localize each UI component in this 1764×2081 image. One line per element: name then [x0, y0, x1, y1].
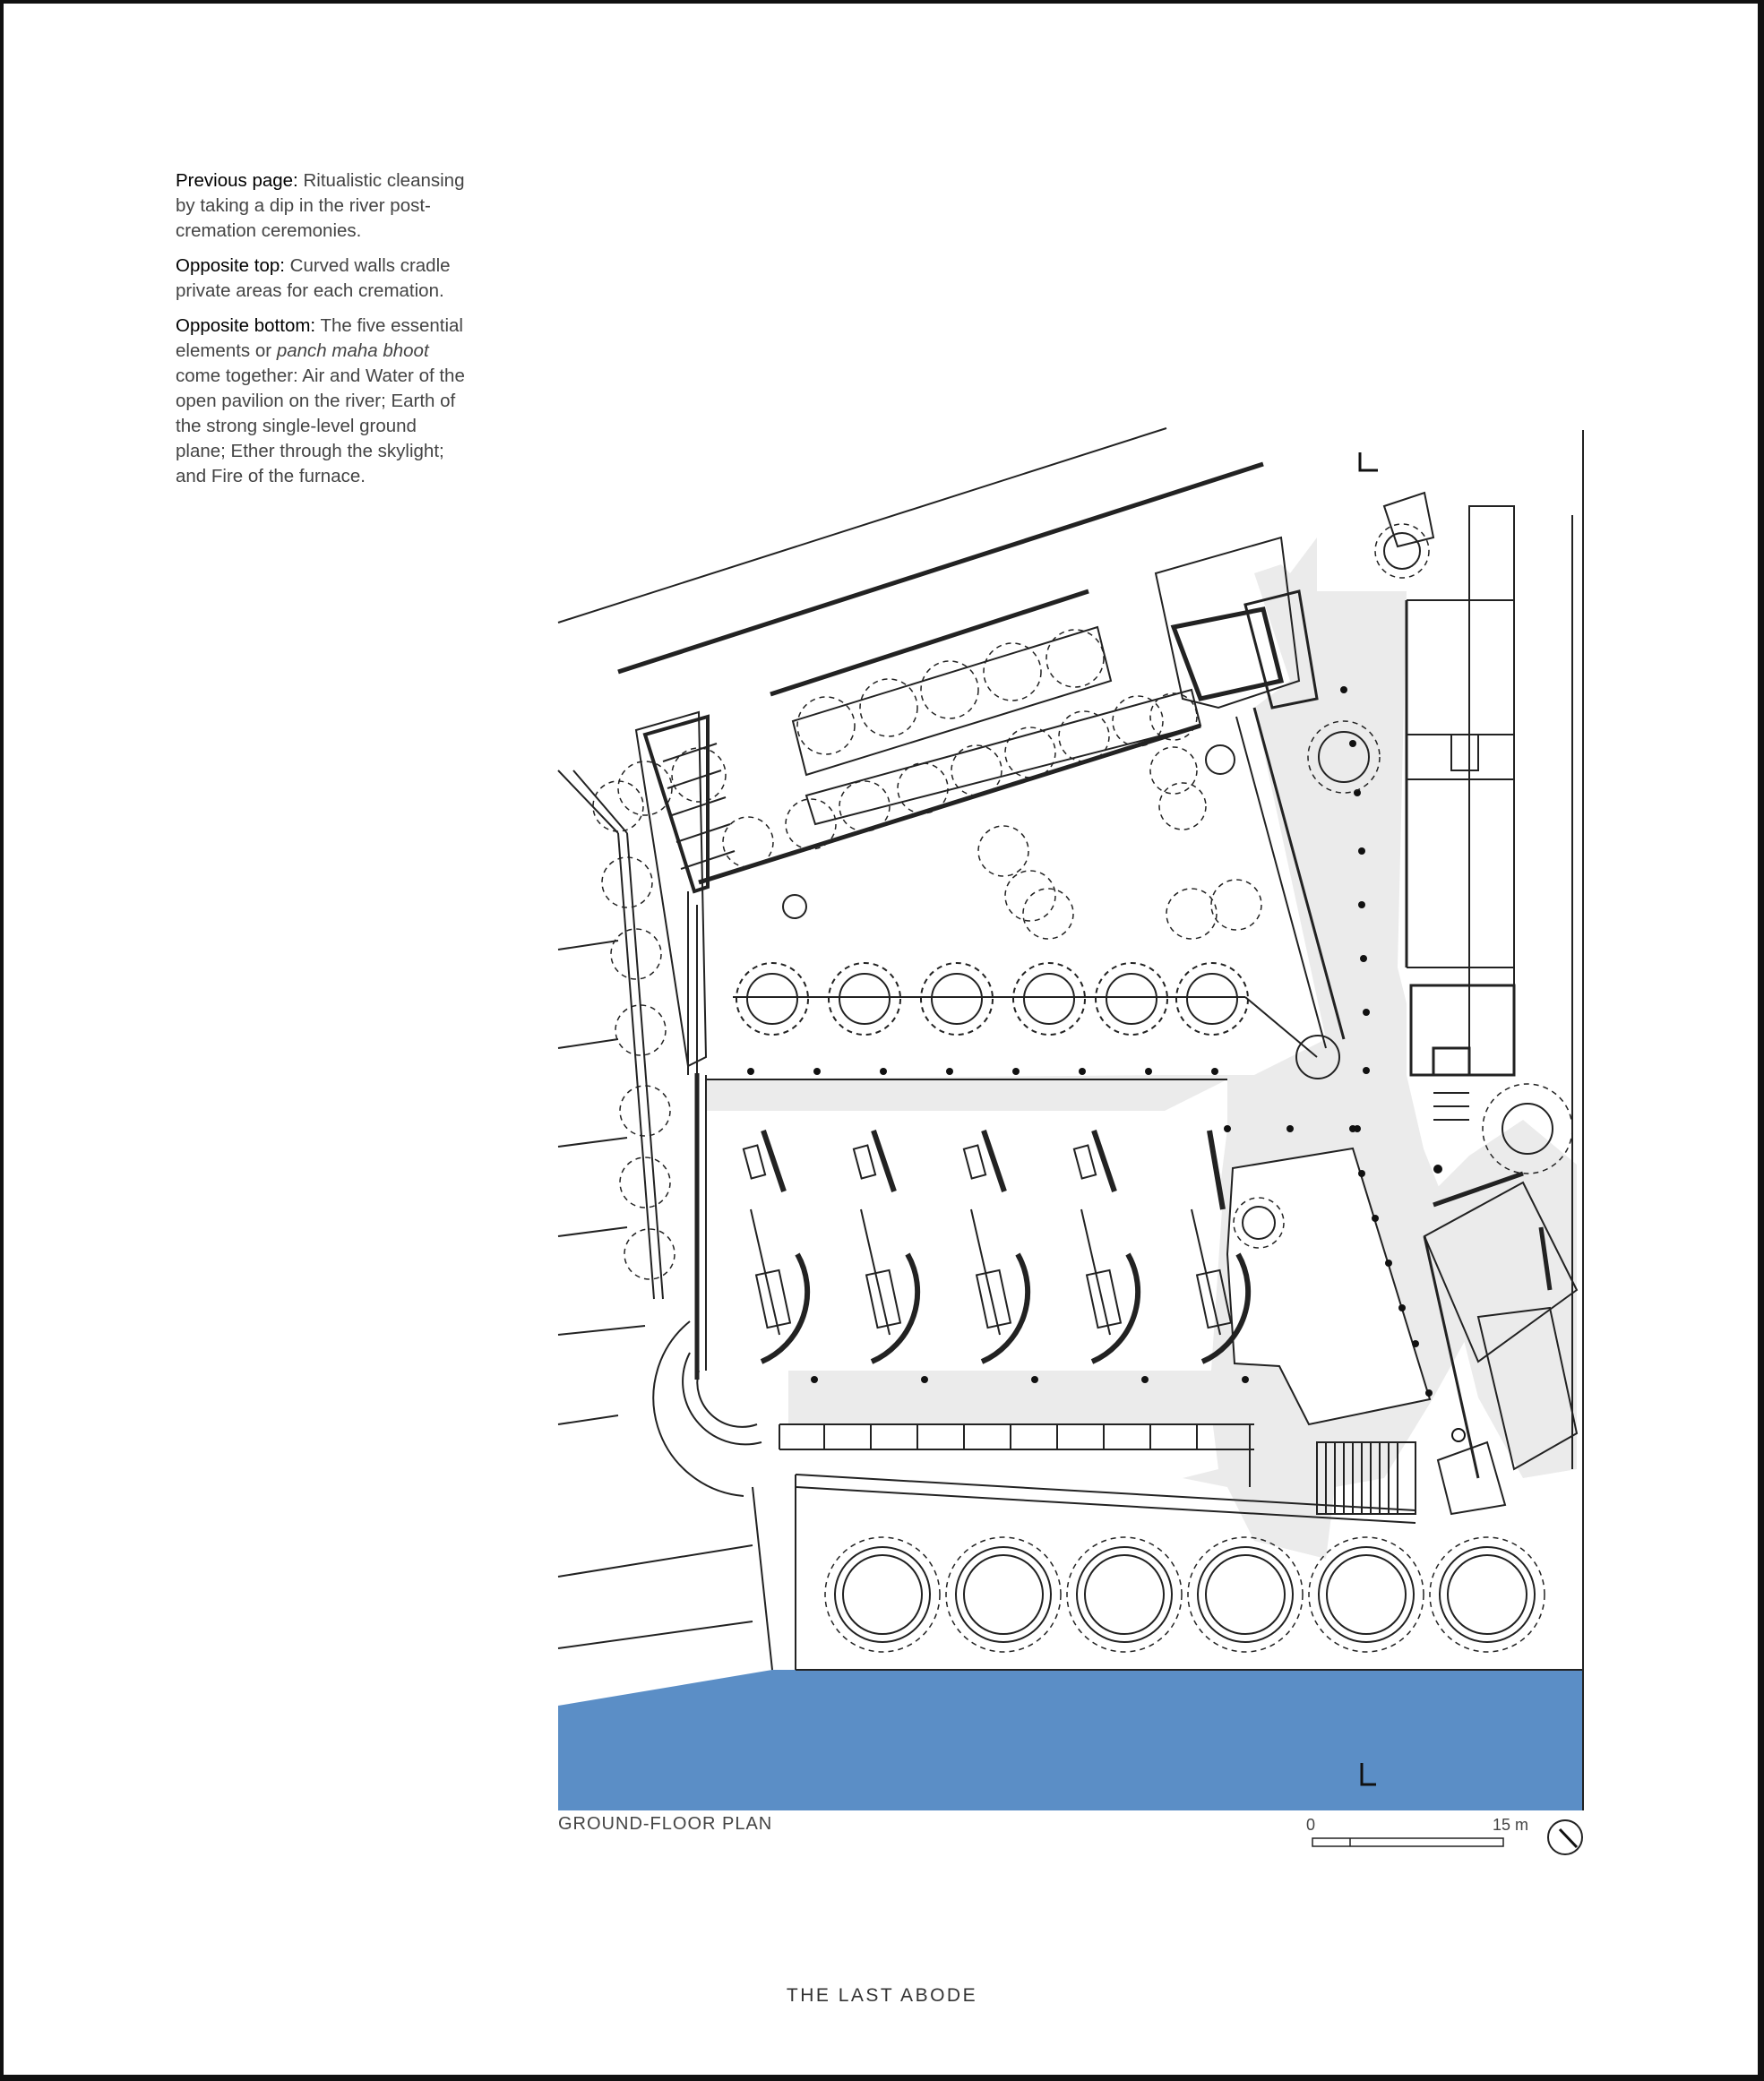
scale-end-label: 15 m	[1493, 1816, 1529, 1834]
scale-bar	[1312, 1838, 1503, 1846]
caption-opposite-bottom: Opposite bottom: The five essential elements or panch maha bhoot come together: Air and Water of the open pavilion on the river; Earth of the strong single-level ground plane; Ether through the skylight; and Fire of the furnace.	[176, 315, 465, 486]
caption-opposite-top: Opposite top: Curved walls cradle private areas for each cremation.	[176, 255, 451, 301]
river-pavilions	[825, 1537, 1545, 1652]
plan-linework	[558, 428, 1583, 1810]
cremation-bays	[744, 1131, 1248, 1362]
running-footer: THE LAST ABODE	[786, 1985, 978, 2006]
ring-lanterns	[736, 533, 1553, 1239]
caption-previous-page: Previous page: Ritualistic cleansing by taking a dip in the river post-cremation ceremonies.	[176, 170, 465, 241]
plan-title: GROUND-FLOOR PLAN	[558, 1814, 773, 1834]
north-arrow-icon	[1548, 1820, 1582, 1854]
scale-start-label: 0	[1306, 1816, 1316, 1834]
river	[558, 1670, 1583, 1810]
